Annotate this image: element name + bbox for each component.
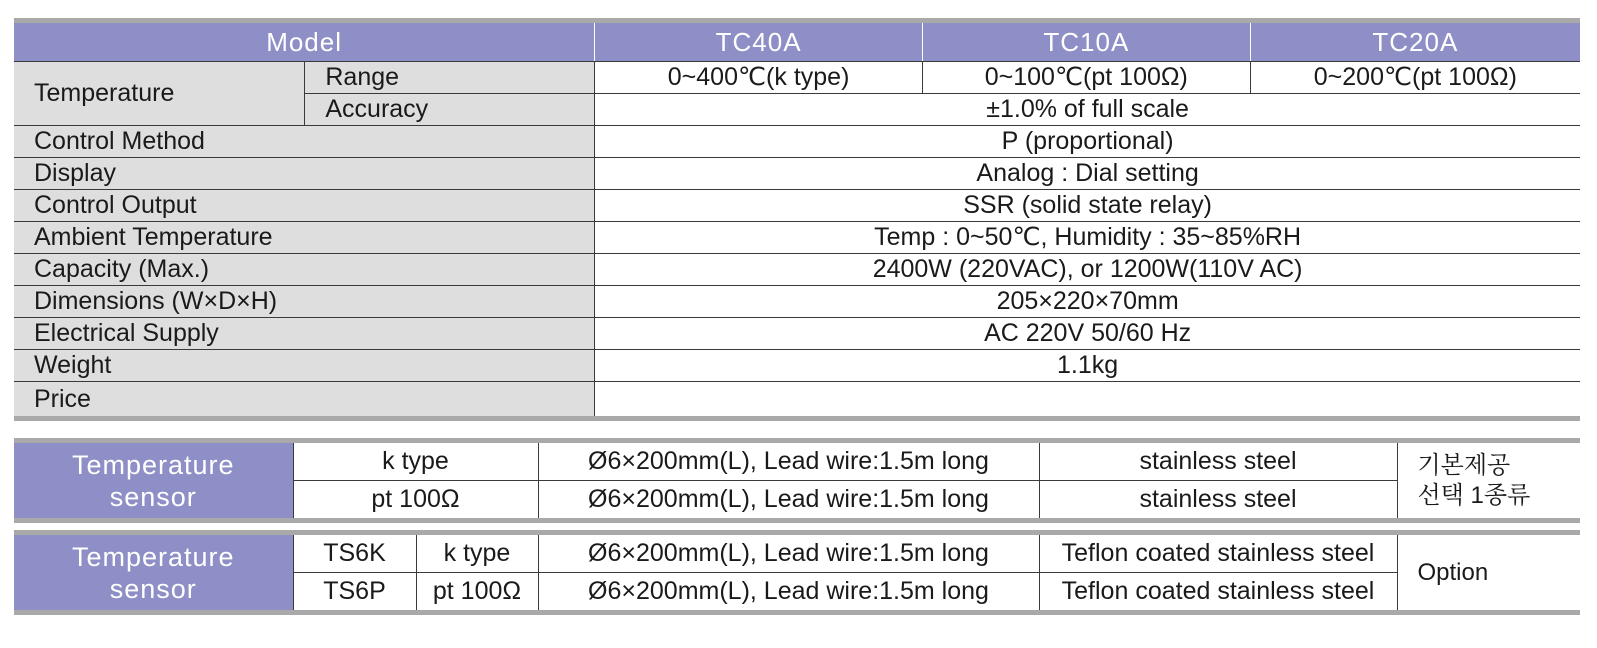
display-label: Display — [14, 158, 595, 190]
sensor-row — [14, 441, 1580, 481]
capacity-label: Capacity (Max.) — [14, 254, 595, 286]
accuracy-value: ±1.0% of full scale — [595, 94, 1580, 126]
spec-row — [14, 350, 1580, 382]
sensor-spec: Ø6×200mm(L), Lead wire:1.5m long — [538, 573, 1039, 613]
spec-row — [14, 382, 1580, 419]
display-value: Analog : Dial setting — [595, 158, 1580, 190]
sensor-material: Teflon coated stainless steel — [1039, 573, 1397, 613]
temperature-range-row — [14, 62, 1580, 94]
ambient-temperature-value: Temp : 0~50℃, Humidity : 35~85%RH — [595, 222, 1580, 254]
sensor-title-line1: Temperature — [71, 541, 235, 572]
sensor-row — [14, 533, 1580, 573]
sensor-type: pt 100Ω — [293, 481, 538, 521]
control-output-value: SSR (solid state relay) — [595, 190, 1580, 222]
range-tc10a: 0~100℃(pt 100Ω) — [922, 62, 1250, 94]
sensor-title-line1: Temperature — [71, 449, 235, 480]
spec-table — [14, 18, 1580, 421]
price-value — [595, 382, 1580, 419]
control-output-label: Control Output — [14, 190, 595, 222]
model-tc20a: TC20A — [1250, 21, 1580, 62]
spec-row — [14, 254, 1580, 286]
ambient-temperature-label: Ambient Temperature — [14, 222, 595, 254]
sensor-spec: Ø6×200mm(L), Lead wire:1.5m long — [538, 441, 1039, 481]
spec-row — [14, 190, 1580, 222]
dimensions-value: 205×220×70mm — [595, 286, 1580, 318]
spec-row — [14, 286, 1580, 318]
range-tc40a: 0~400℃(k type) — [595, 62, 923, 94]
model-tc10a: TC10A — [922, 21, 1250, 62]
sensor-spec: Ø6×200mm(L), Lead wire:1.5m long — [538, 481, 1039, 521]
temperature-label: Temperature — [14, 62, 305, 126]
spec-row — [14, 318, 1580, 350]
sensor-material: stainless steel — [1039, 441, 1397, 481]
sensor-material: stainless steel — [1039, 481, 1397, 521]
spec-row — [14, 126, 1580, 158]
spec-row — [14, 158, 1580, 190]
model-header: Model — [14, 21, 595, 62]
sensor-option-table — [14, 530, 1580, 615]
sensor-title-line2: sensor — [109, 573, 197, 604]
sensor-basic-note — [1397, 441, 1580, 521]
range-label: Range — [305, 62, 595, 94]
control-method-label: Control Method — [14, 126, 595, 158]
sensor-spec: Ø6×200mm(L), Lead wire:1.5m long — [538, 533, 1039, 573]
sensor-code: TS6K — [293, 533, 416, 573]
sensor-type: k type — [293, 441, 538, 481]
control-method-value: P (proportional) — [595, 126, 1580, 158]
sensor-code: TS6P — [293, 573, 416, 613]
sensor-option-title — [14, 533, 293, 613]
spec-row — [14, 222, 1580, 254]
dimensions-label: Dimensions (W×D×H) — [14, 286, 595, 318]
sensor-material: Teflon coated stainless steel — [1039, 533, 1397, 573]
price-label: Price — [14, 382, 595, 419]
accuracy-label: Accuracy — [305, 94, 595, 126]
sensor-basic-table — [14, 438, 1580, 523]
header-row — [14, 21, 1580, 62]
electrical-supply-label: Electrical Supply — [14, 318, 595, 350]
sensor-basic-title — [14, 441, 293, 521]
weight-value: 1.1kg — [595, 350, 1580, 382]
sensor-type: pt 100Ω — [416, 573, 538, 613]
capacity-value: 2400W (220VAC), or 1200W(110V AC) — [595, 254, 1580, 286]
sensor-type: k type — [416, 533, 538, 573]
sensor-option-note: Option — [1397, 533, 1580, 613]
weight-label: Weight — [14, 350, 595, 382]
sensor-note-line2: 선택 1종류 — [1417, 481, 1531, 509]
sensor-title-line2: sensor — [109, 481, 197, 512]
range-tc20a: 0~200℃(pt 100Ω) — [1250, 62, 1580, 94]
model-tc40a: TC40A — [595, 21, 923, 62]
electrical-supply-value: AC 220V 50/60 Hz — [595, 318, 1580, 350]
sensor-note-line1: 기본제공 — [1417, 451, 1511, 479]
